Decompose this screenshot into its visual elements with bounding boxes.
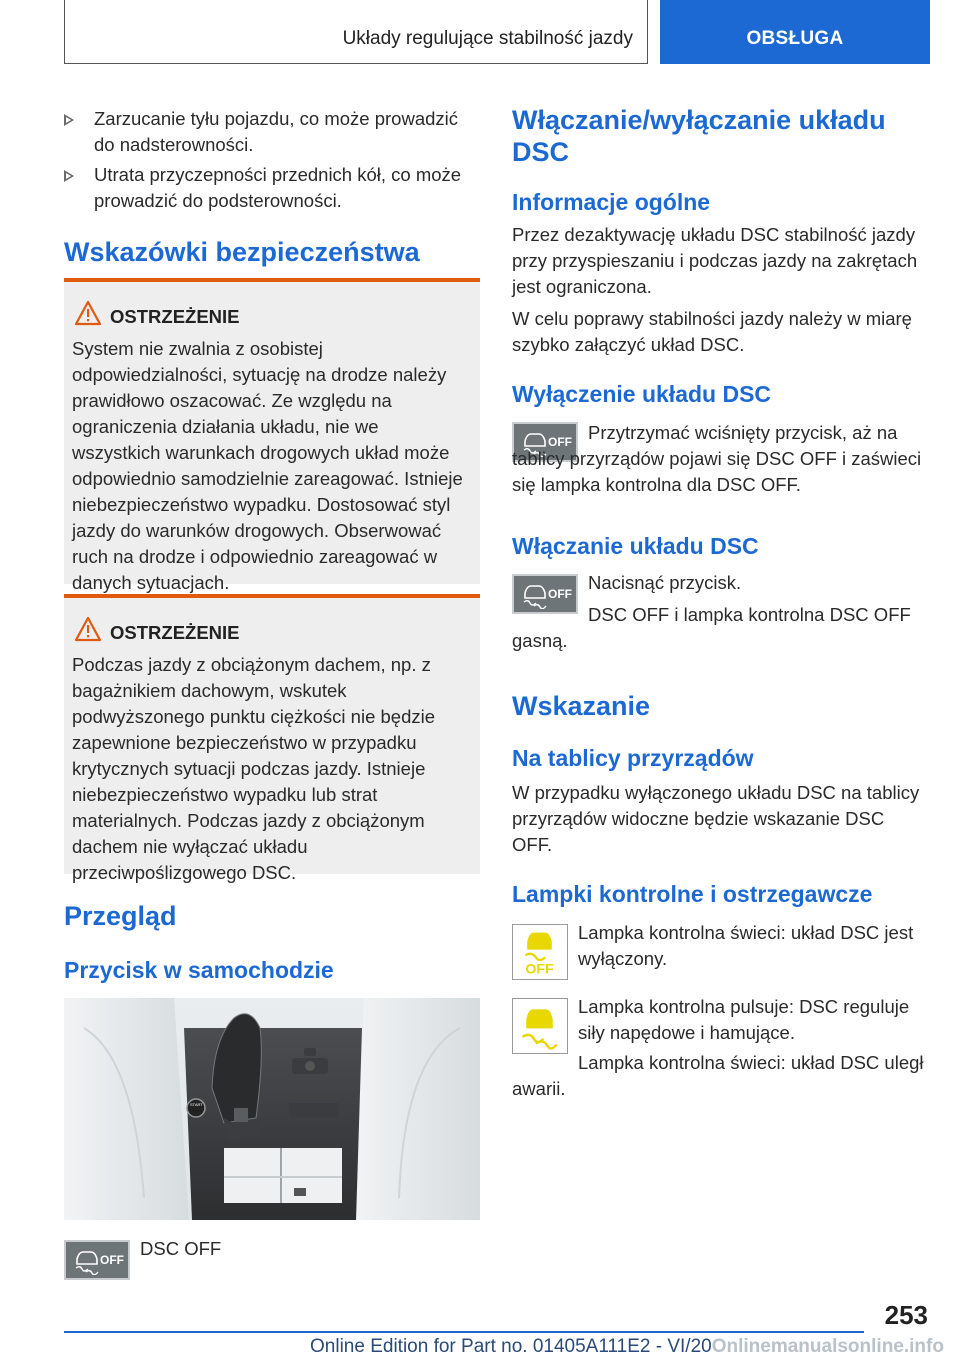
section-tab[interactable]: OBSŁUGA [660, 0, 930, 64]
center-console-photo [64, 998, 480, 1220]
display-heading: Wskazanie [512, 691, 651, 721]
lamp-description: Lampka kontrolna świeci: układ DSC jest wyłączony. [578, 922, 914, 969]
list-item: Utrata przyczepności przednich kół, co może prowadzić do podsterowności. [64, 162, 480, 218]
on-instructions: DSC OFF i lampka kontrolna DSC OFF gasną. [512, 604, 911, 651]
on-heading: Włączanie układu DSC [512, 533, 759, 559]
warning-label: OSTRZEŻENIE [110, 622, 240, 643]
dsc-active-warning-lamp [512, 998, 568, 1054]
warning-text: System nie zwalnia z osobistej odpowiedzialności, sytuację na drodze należy prawidłowo oszacować. Ze względu na ograniczenia działania układu, nie we wszystkich warunkach drogowych układ może odpowiednio samodzielnie zareagować. Istnieje niebezpieczeństwo wypadku. Dostosować styl jazdy do warunków drogowych. Obserwować ruch na drodze i odpowiednio zareagować w danych sytuacjach. [72, 338, 463, 593]
caption: DSC OFF [140, 1238, 222, 1259]
footer [310, 1336, 944, 1358]
cluster-heading: Na tablicy przyrządów [512, 745, 754, 771]
safety-heading: Wskazówki bezpieczeństwa [64, 237, 420, 267]
footer-edition: Online Edition for Part no. 01405A111E2 - VI/20 [310, 1336, 712, 1357]
lamp-description: Lampka kontrolna pulsuje: DSC reguluje siły napędowe i hamujące. [578, 996, 910, 1043]
general-heading: Informacje ogólne [512, 189, 711, 215]
skid-car-icon [72, 1247, 102, 1275]
overview-heading: Przegląd [64, 901, 177, 931]
off-instructions: Przytrzymać wciśnięty przycisk, aż na tablicy przyrządów pojawi się DSC OFF i zaświeci się lampka kontrolna dla DSC OFF. [512, 422, 922, 495]
warning-box [64, 278, 480, 593]
main-heading: Włączanie/wyłączanie układu DSC [512, 105, 886, 167]
general-paragraph: Przez dezaktywację układu DSC stabilność jazdy przy przyspieszaniu i podczas jazdy na zakrętach jest ograniczona. [512, 224, 918, 297]
cluster-paragraph: W przypadku wyłączonego układu DSC na tablicy przyrządów widoczne będzie wskazanie DSC OFF. [512, 782, 920, 855]
off-text: OFF [100, 1253, 124, 1267]
off-text: OFF [548, 435, 572, 449]
lamps-heading: Lampki kontrolne i ostrzegawcze [512, 881, 873, 907]
warning-triangle-icon [74, 616, 102, 642]
triangle-bullet-icon [64, 114, 74, 126]
warning-label: OSTRZEŻENIE [110, 306, 240, 327]
warning-box [64, 594, 480, 883]
on-instructions: Nacisnąć przycisk. [588, 572, 742, 593]
button-heading: Przycisk w samochodzie [64, 957, 334, 983]
warning-text: Podczas jazdy z obciążonym dachem, np. z bagażnikiem dachowym, wskutek podwyższonego punktu ciężkości nie będzie zapewnione bezpieczeństwo w przypadku krytycznych sytuacji podczas jazdy. Istnieje niebezpieczeństwo wypadku lub strat materialnych. Podczas jazdy z obciążonym dachem nie wyłączać układu przeciwpoślizgowego DSC. [72, 654, 436, 883]
svg-text:START: START [190, 1102, 203, 1107]
dsc-off-warning-lamp [512, 924, 568, 980]
lamp-description: Lampka kontrolna świeci: układ DSC uległ awarii. [512, 1052, 924, 1099]
off-text: OFF [548, 587, 572, 601]
svg-text:OFF: OFF [525, 961, 554, 978]
general-paragraph: W celu poprawy stabilności jazdy należy w miarę szybko załączyć układ DSC. [512, 308, 912, 355]
dsc-off-lamp-icon [513, 925, 566, 978]
dsc-off-button-icon [64, 1240, 130, 1280]
footer-divider [64, 1331, 864, 1333]
page-number: 253 [884, 1300, 928, 1330]
off-heading: Wyłączenie układu DSC [512, 381, 772, 407]
triangle-bullet-icon [64, 170, 74, 182]
console-illustration [64, 998, 480, 1220]
page-header [64, 0, 930, 64]
warning-triangle-icon [74, 300, 102, 326]
chapter-title: Układy regulujące stabilność jazdy [64, 0, 648, 64]
footer-site: Onlinemanualsonline.info [711, 1336, 944, 1357]
list-item: Zarzucanie tyłu pojazdu, co może prowadzić do nadsterowności. [64, 106, 480, 162]
dsc-lamp-icon [513, 999, 566, 1052]
